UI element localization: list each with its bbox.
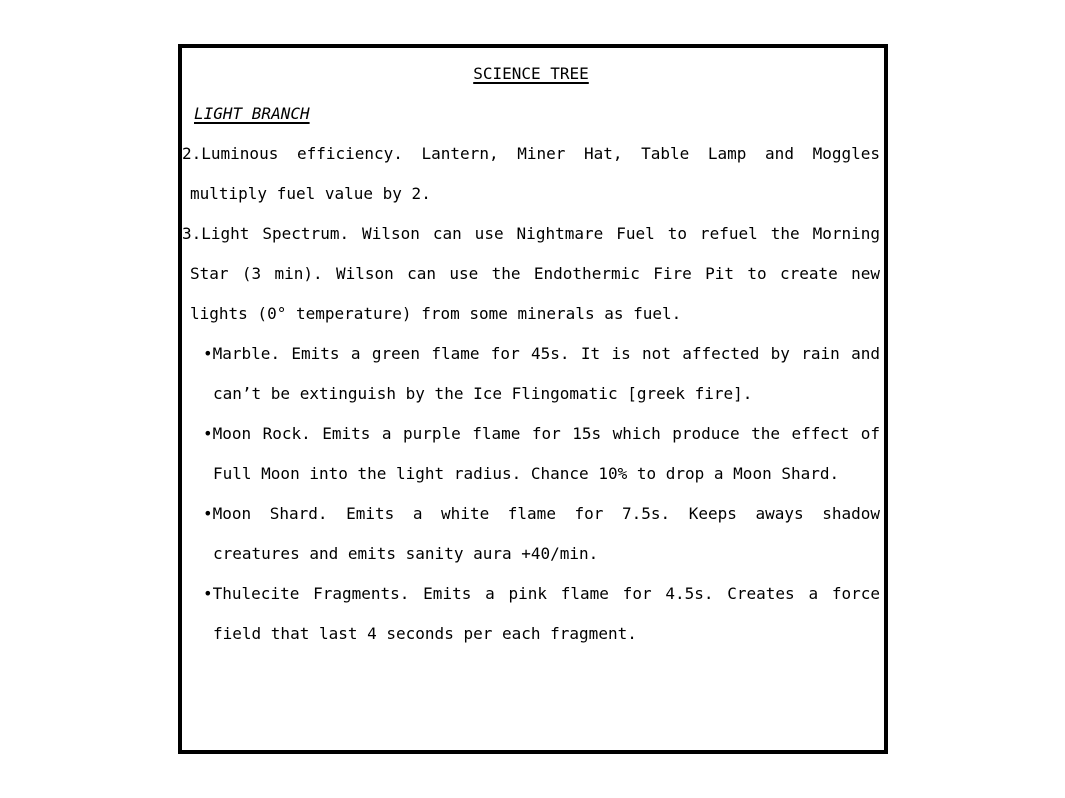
- list-item-number: 3.: [182, 224, 202, 243]
- bullet-list-item: [203, 574, 880, 654]
- document-page: [178, 44, 888, 754]
- section-heading: LIGHT BRANCH: [194, 104, 310, 123]
- list-item-number: 2.: [182, 144, 202, 163]
- page-title: SCIENCE TREE: [473, 64, 589, 83]
- list-item-text: Marble. Emits a green flame for 45s. It is not affected by rain and can’t be extinguish by the Ice Flingomatic [greek fire].: [212, 344, 880, 403]
- bullet-marker: •: [203, 344, 213, 363]
- list-item-text: Thulecite Fragments. Emits a pink flame for 4.5s. Creates a force field that last 4 seconds per each fragment.: [212, 584, 880, 643]
- list-item-text: Light Spectrum. Wilson can use Nightmare Fuel to refuel the Morning Star (3 min). Wilson can use the Endothermic Fire Pit to create new lights (0° temperature) from some minerals as fuel.: [190, 224, 880, 323]
- bullet-marker: •: [203, 584, 213, 603]
- list-item-text: Luminous efficiency. Lantern, Miner Hat, Table Lamp and Moggles multiply fuel value by 2.: [190, 144, 880, 203]
- bullet-list-item: [203, 494, 880, 574]
- bullet-marker: •: [203, 424, 213, 443]
- bullet-marker: •: [203, 504, 213, 523]
- numbered-list-item: [182, 134, 880, 214]
- bullet-list-item: [203, 334, 880, 414]
- bullet-list-item: [203, 414, 880, 494]
- list-item-text: Moon Rock. Emits a purple flame for 15s which produce the effect of Full Moon into the light radius. Chance 10% to drop a Moon Shard.: [212, 424, 880, 483]
- list-item-text: Moon Shard. Emits a white flame for 7.5s. Keeps aways shadow creatures and emits sanity aura +40/min.: [212, 504, 880, 563]
- numbered-list-item: [182, 214, 880, 334]
